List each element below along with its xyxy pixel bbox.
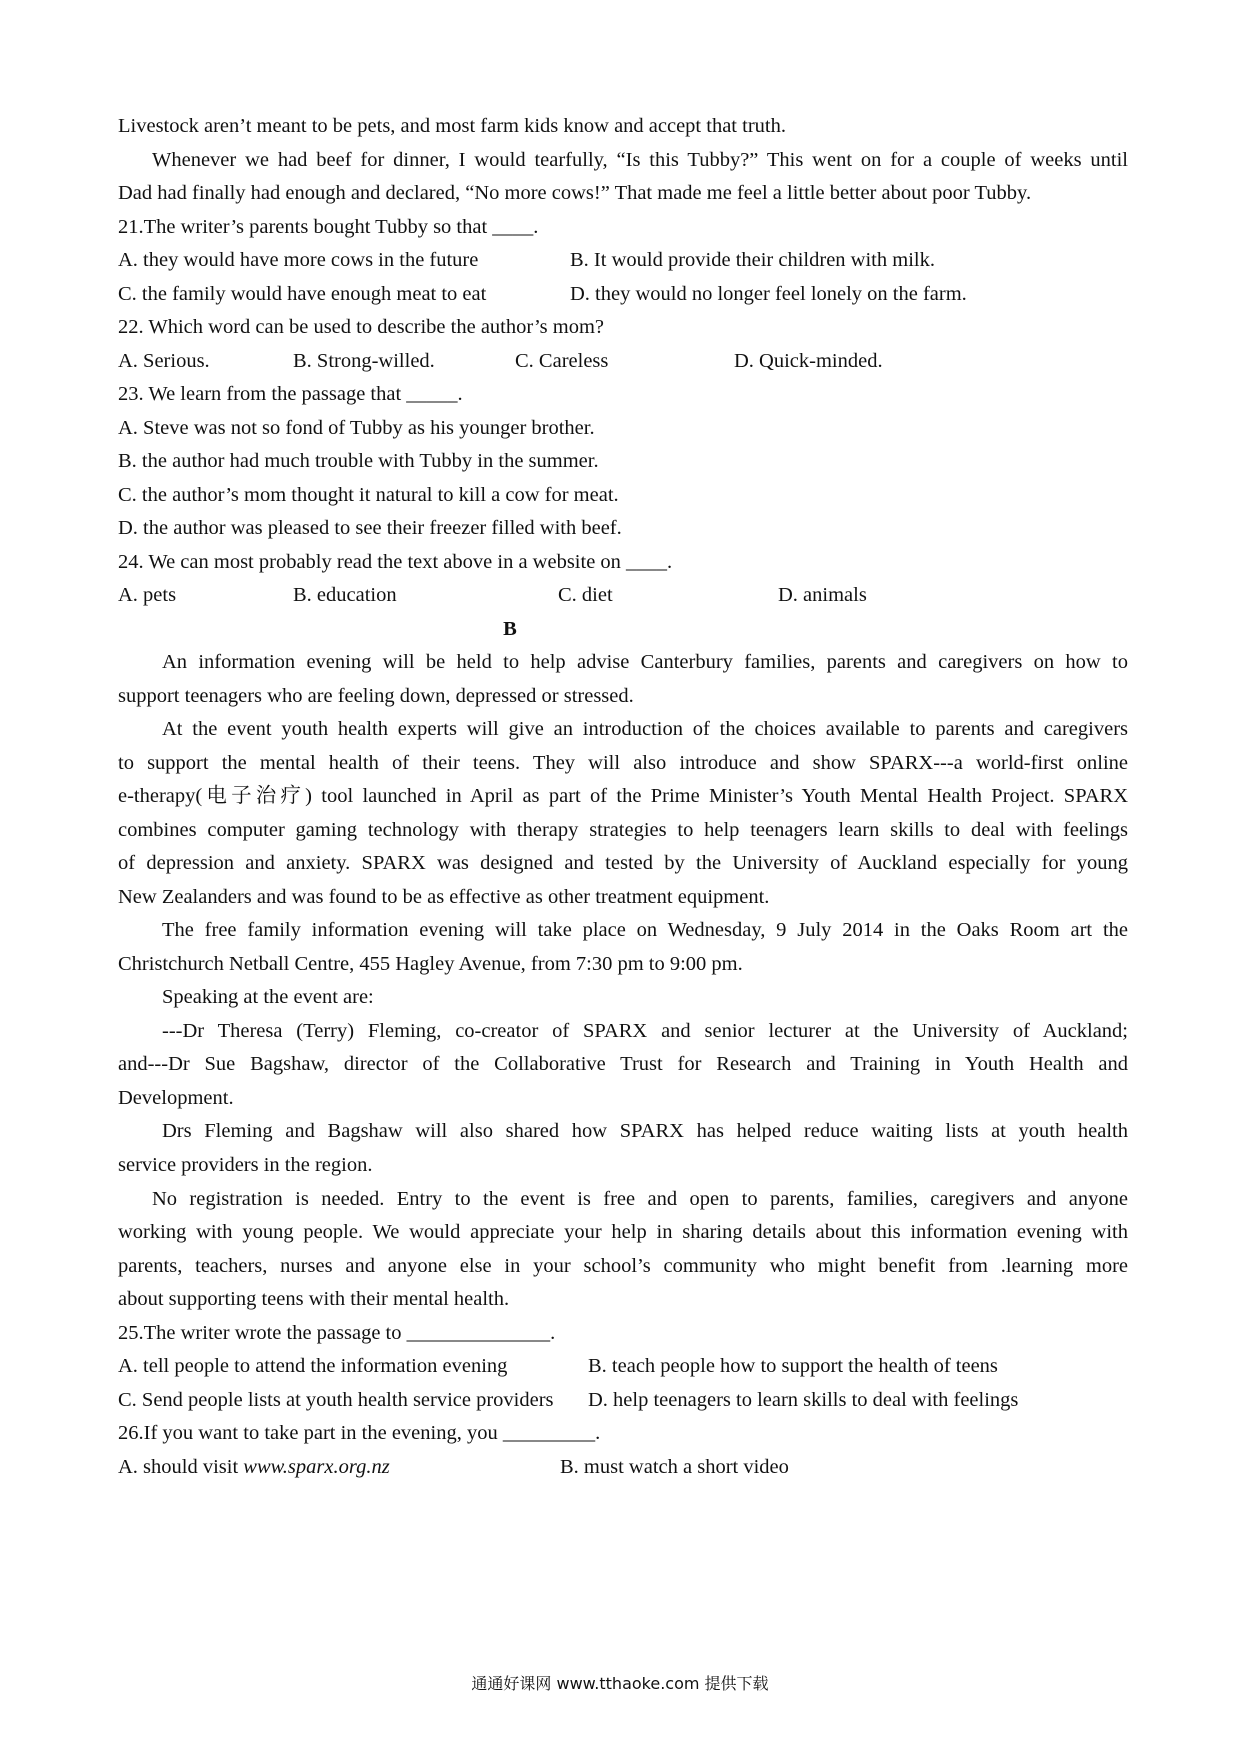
question-22-option-c: C. Careless [515,350,609,372]
question-21-option-a: A. they would have more cows in the future [118,249,479,271]
passage-a-line: Livestock aren’t meant to be pets, and most farm kids know and accept that truth. [118,115,786,137]
question-21-option-b: B. It would provide their children with milk. [570,249,935,271]
passage-b-line: parents, teachers, nurses and anyone else in your school’s community who might benefit from .learning more [118,1255,1128,1277]
passage-b-line: ---Dr Theresa (Terry) Fleming, co-creator of SPARX and senior lecturer at the University of Auckland; [162,1020,1128,1042]
question-21-option-c: C. the family would have enough meat to eat [118,283,487,305]
passage-b-line: New Zealanders and was found to be as effective as other treatment equipment. [118,886,770,908]
question-24-option-c: C. diet [558,584,613,606]
question-26-stem: 26.If you want to take part in the evening, you _________. [118,1422,601,1444]
section-b-heading: B [503,618,517,640]
passage-b-line: and---Dr Sue Bagshaw, director of the Collaborative Trust for Research and Training in Youth Health and [118,1053,1128,1075]
passage-b-line: Speaking at the event are: [162,986,374,1008]
question-25-option-a: A. tell people to attend the information evening [118,1355,508,1377]
question-25-stem: 25.The writer wrote the passage to ______________. [118,1322,556,1344]
passage-b-line: Christchurch Netball Centre, 455 Hagley Avenue, from 7:30 pm to 9:00 pm. [118,953,743,975]
passage-b-line: support teenagers who are feeling down, depressed or stressed. [118,685,634,707]
question-25-option-d: D. help teenagers to learn skills to deal with feelings [588,1389,1019,1411]
passage-a-line: Dad had finally had enough and declared, “No more cows!” That made me feel a little better about poor Tubby. [118,182,1032,204]
question-21-option-d: D. they would no longer feel lonely on the farm. [570,283,967,305]
passage-b-line: At the event youth health experts will give an introduction of the choices available to parents and caregivers [162,718,1128,740]
question-24-option-d: D. animals [778,584,867,606]
passage-b-line: combines computer gaming technology with therapy strategies to help teenagers learn skills to deal with feelings [118,819,1128,841]
passage-b-line: Development. [118,1087,234,1109]
question-23-option-d: D. the author was pleased to see their freezer filled with beef. [118,517,622,539]
passage-b-line: e-therapy(电子治疗) tool launched in April as part of the Prime Minister’s Youth Mental Health Project. SPARX [118,785,1128,807]
question-26-option-b: B. must watch a short video [560,1456,789,1478]
question-22-option-b: B. Strong-willed. [293,350,435,372]
passage-b-line: service providers in the region. [118,1154,373,1176]
question-23-stem: 23. We learn from the passage that _____. [118,383,463,405]
passage-b-line: about supporting teens with their mental health. [118,1288,510,1310]
question-23-option-a: A. Steve was not so fond of Tubby as his younger brother. [118,417,595,439]
question-26-option-a [118,1453,390,1481]
passage-b-line: working with young people. We would appreciate your help in sharing details about this information evening with [118,1221,1128,1243]
question-25-option-b: B. teach people how to support the health of teens [588,1355,998,1377]
question-23-option-b: B. the author had much trouble with Tubby in the summer. [118,450,599,472]
passage-b-line: An information evening will be held to help advise Canterbury families, parents and caregivers on how to [162,651,1128,673]
passage-b-line: Drs Fleming and Bagshaw will also shared how SPARX has helped reduce waiting lists at youth health [162,1120,1128,1142]
question-22-stem: 22. Which word can be used to describe the author’s mom? [118,316,604,338]
website-url: www.sparx.org.nz [243,1456,390,1478]
question-25-option-c: C. Send people lists at youth health service providers [118,1389,554,1411]
question-24-stem: 24. We can most probably read the text above in a website on ____. [118,551,673,573]
question-23-option-c: C. the author’s mom thought it natural to kill a cow for meat. [118,484,619,506]
passage-b-line: of depression and anxiety. SPARX was designed and tested by the University of Auckland especially for young [118,852,1128,874]
passage-a-line: Whenever we had beef for dinner, I would tearfully, “Is this Tubby?” This went on for a couple of weeks until [152,149,1128,171]
question-22-option-a: A. Serious. [118,350,210,372]
question-24-option-b: B. education [293,584,397,606]
passage-b-line: No registration is needed. Entry to the event is free and open to parents, families, caregivers and anyone [152,1188,1128,1210]
passage-b-line: The free family information evening will take place on Wednesday, 9 July 2014 in the Oaks Room art the [162,919,1128,941]
question-22-option-d: D. Quick-minded. [734,350,883,372]
question-24-option-a: A. pets [118,584,177,606]
option-a-text: A. should visit [118,1456,244,1478]
page-footer: 通通好课网 www.tthaoke.com 提供下载 [471,1674,769,1693]
question-21-stem: 21.The writer’s parents bought Tubby so that ____. [118,216,539,238]
passage-b-line: to support the mental health of their teens. They will also introduce and show SPARX---a world-first online [118,752,1128,774]
